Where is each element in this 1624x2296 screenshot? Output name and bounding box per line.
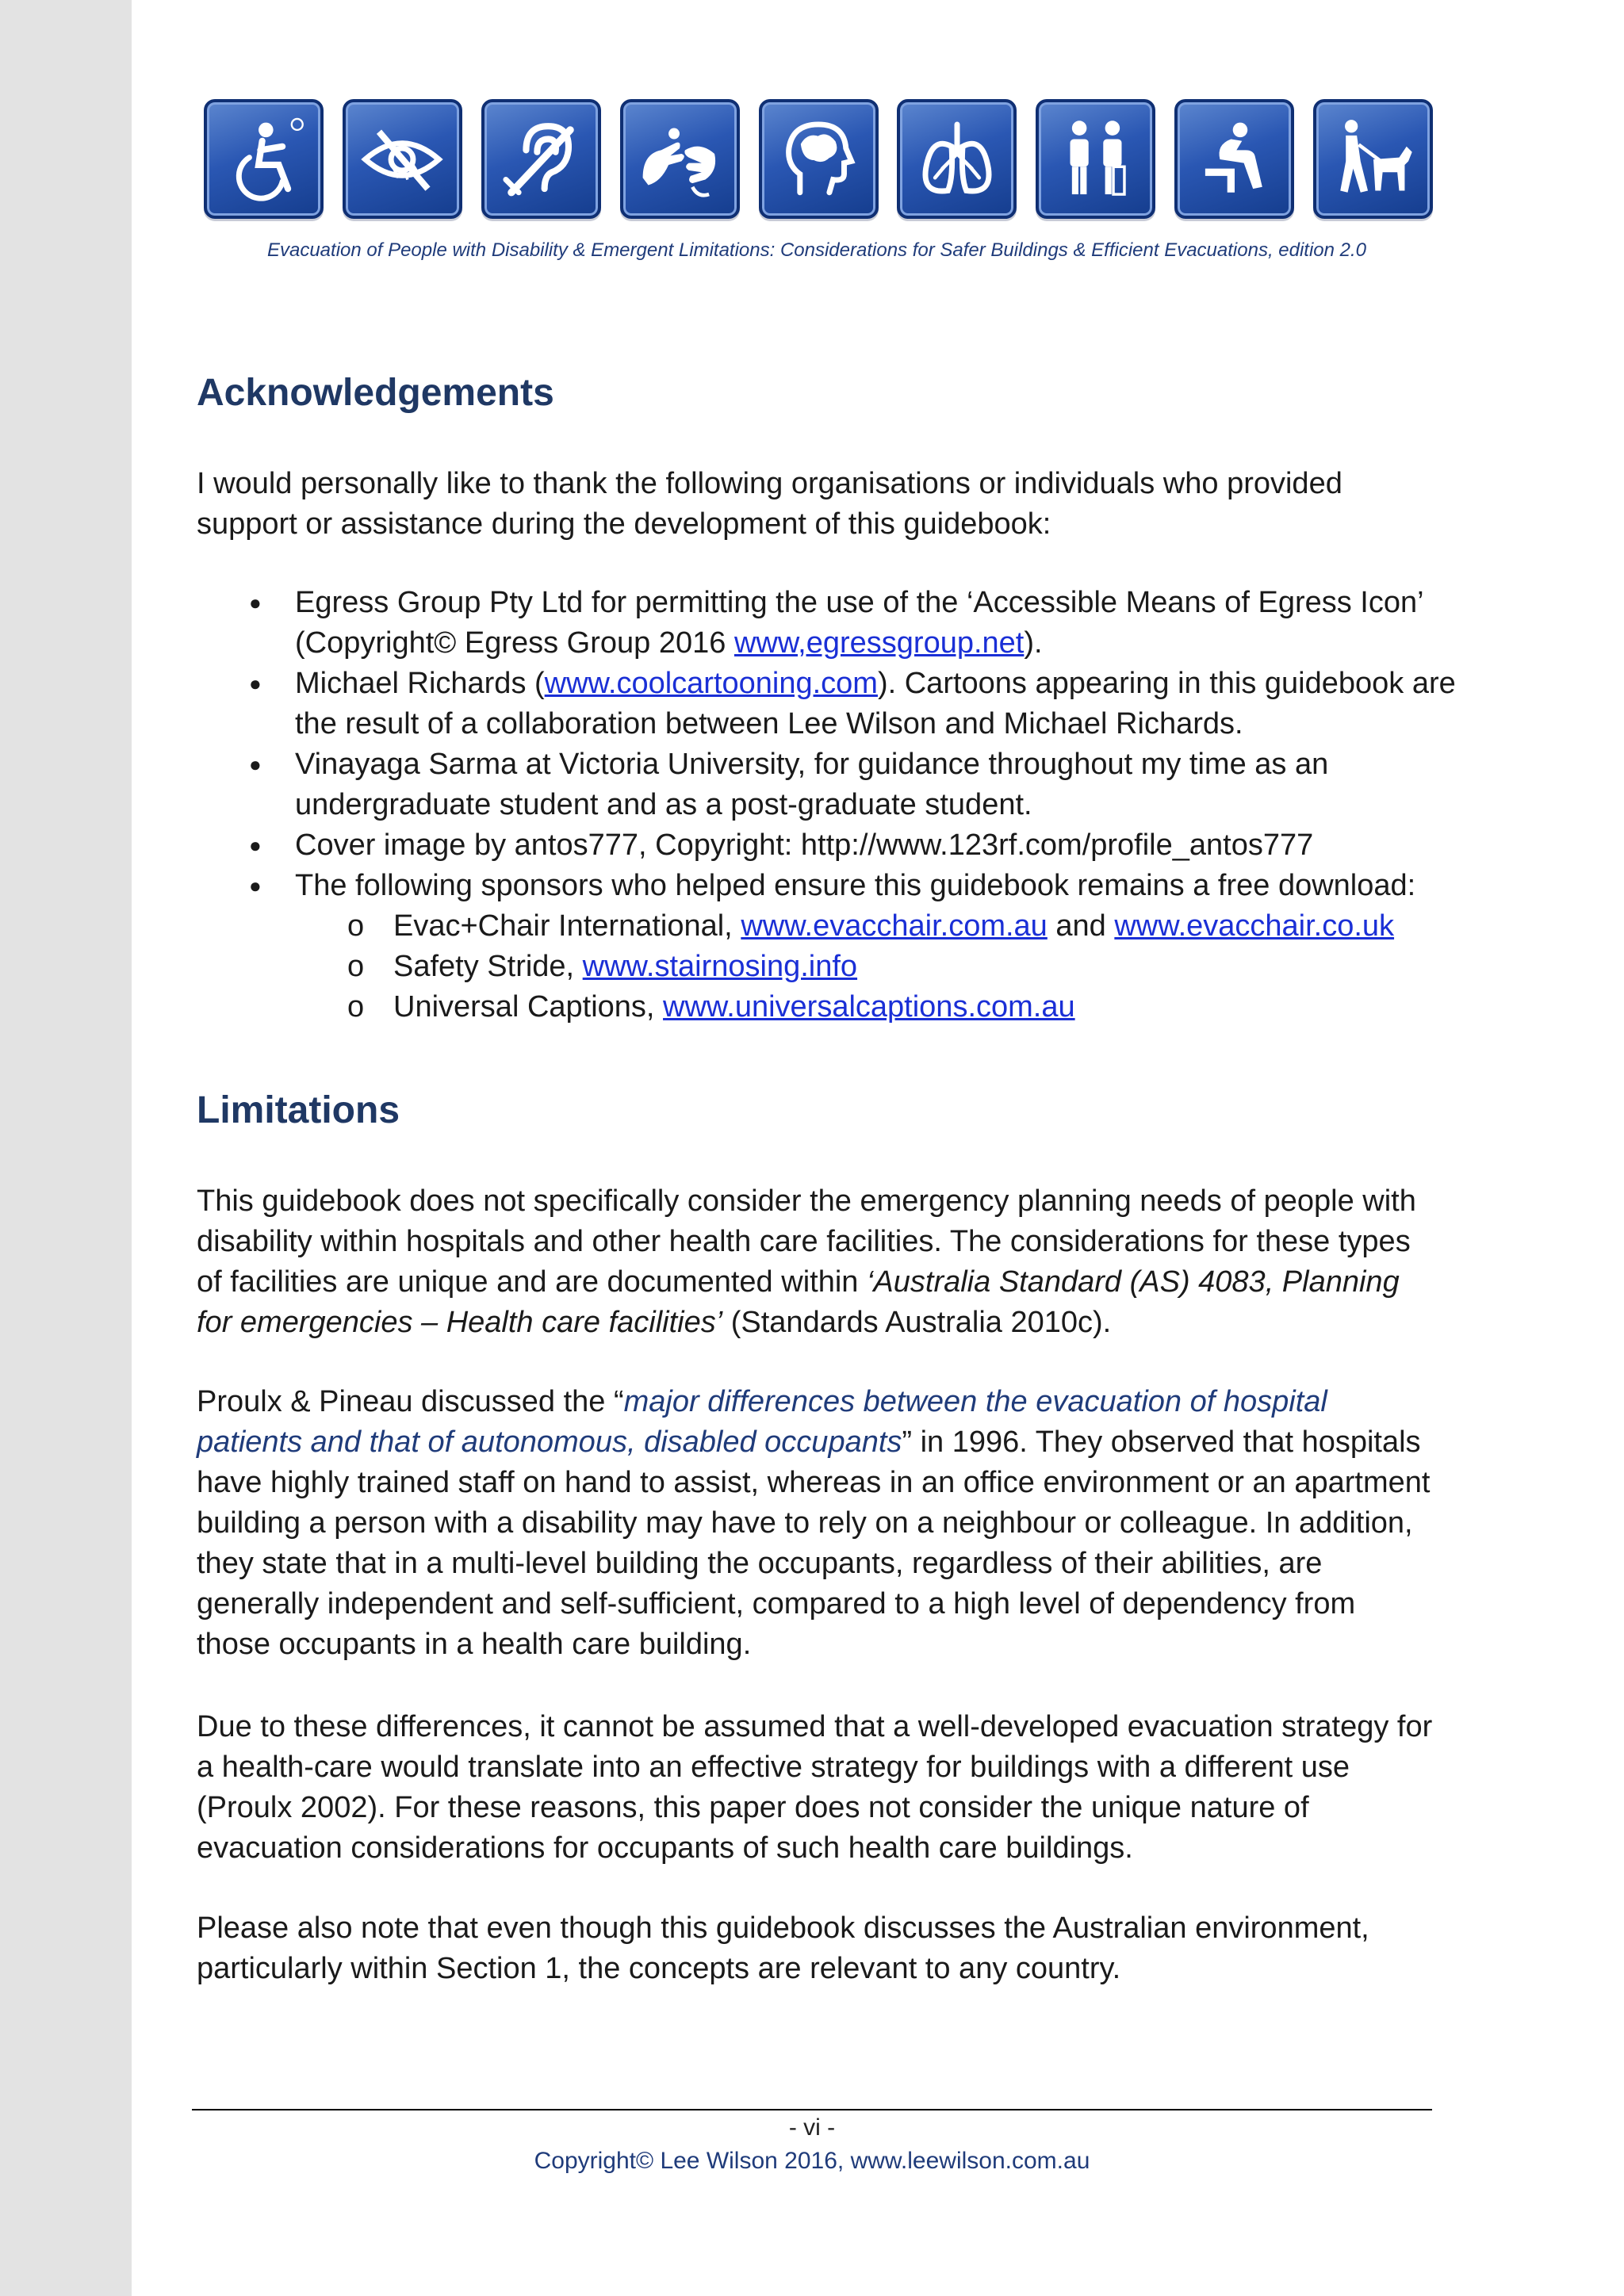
sponsor-name: Evac+Chair International,	[393, 909, 741, 943]
paragraph-text: This guidebook does not specifically consider the emergency planning needs of people with disability within hospitals and other health care facilities. The considerations for these types of facilities are unique and are documented within	[197, 1184, 1416, 1299]
paragraph-text: Proulx & Pineau discussed the “	[197, 1385, 624, 1418]
stairnosing-link[interactable]: www.stairnosing.info	[582, 950, 858, 983]
sponsor-conjunction: and	[1047, 909, 1115, 943]
list-item	[197, 866, 1465, 1027]
proulx-quote: major differences between the evacuation of hospital patients and that of autonomous, disabled occupants	[197, 1385, 1327, 1459]
accessible-means-of-egress-icon	[204, 99, 324, 219]
sponsor-name: Universal Captions,	[393, 990, 664, 1024]
acknowledgements-heading: Acknowledgements	[197, 372, 554, 414]
limitations-paragraph-2	[197, 1382, 1434, 1665]
list-item	[197, 583, 1465, 664]
egressgroup-link[interactable]: www,egressgroup.net	[733, 626, 1025, 660]
list-item	[197, 664, 1465, 744]
list-item-text: ).	[1024, 626, 1043, 660]
list-item-text: Egress Group Pty Ltd for permitting the use of the ‘Accessible Means of Egress Icon’ (Copyright© Egress Group 2016	[295, 586, 1423, 660]
sponsor-name: Safety Stride,	[393, 950, 583, 983]
acknowledgements-intro: I would personally like to thank the following organisations or individuals who provided support or assistance during the development of this guidebook:	[197, 467, 1342, 541]
list-item: ● Cover image by antos777, Copyright: http://www.123rf.com/profile_antos777	[197, 825, 1465, 866]
limitations-paragraph-4: Please also note that even though this guidebook discusses the Australian environment, particularly within Section 1, the concepts are relevant to any country.	[197, 1911, 1369, 1985]
limitations-heading: Limitations	[197, 1089, 400, 1131]
page-number: - vi -	[788, 2114, 836, 2141]
sign-language-icon	[620, 99, 740, 219]
respiratory-lungs-icon	[897, 99, 1017, 219]
temporary-injury-icon	[1036, 99, 1155, 219]
footer-copyright: Copyright© Lee Wilson 2016, www.leewilson.com.au	[534, 2148, 1090, 2174]
evacchair-uk-link[interactable]: www.evacchair.co.uk	[1114, 909, 1395, 943]
sponsor-item	[295, 906, 1465, 947]
sponsor-item	[295, 987, 1465, 1027]
universalcaptions-link[interactable]: www.universalcaptions.com.au	[663, 990, 1075, 1024]
coolcartooning-link[interactable]: www.coolcartooning.com	[544, 667, 878, 700]
list-item-text: The following sponsors who helped ensure this guidebook remains a free download:	[295, 869, 1416, 902]
hearing-impairment-icon	[481, 99, 601, 219]
limitations-paragraph-3: Due to these differences, it cannot be assumed that a well-developed evacuation strategy for a health-care would translate into an effective strategy for buildings with a different use (Proulx 2002). For these reasons, this paper does not consider the unique nature of evacuation considerations for occupants of such health care buildings.	[197, 1710, 1433, 1865]
list-item-text: Michael Richards (	[295, 667, 545, 700]
standard-citation: ‘Australia Standard (AS) 4083, Planning for emergencies – Health care facilities’	[197, 1265, 1400, 1339]
evacchair-au-link[interactable]: www.evacchair.com.au	[741, 909, 1048, 943]
running-header-title: Evacuation of People with Disability & Emergent Limitations: Considerations for Safer Buildings & Efficient Evacuations, edition 2.0	[266, 239, 1367, 261]
footer-divider	[192, 2109, 1432, 2110]
page-gutter	[0, 0, 132, 2296]
list-item: ● Vinayaga Sarma at Victoria University, for guidance throughout my time as an undergraduate student and as a post-graduate student.	[197, 744, 1465, 825]
assistance-dog-icon	[1313, 99, 1433, 219]
sponsor-item	[295, 947, 1465, 987]
low-vision-icon	[343, 99, 462, 219]
acknowledgements-list	[197, 583, 1465, 1027]
accessibility-icon-row	[204, 99, 1433, 219]
sponsor-list	[295, 906, 1465, 1027]
cognitive-impairment-icon	[759, 99, 879, 219]
limitations-paragraph-1	[197, 1181, 1434, 1343]
list-item-text: ). Cartoons appearing in this guidebook are the result of a collaboration between Lee Wilson and Michael Richards.	[295, 667, 1456, 740]
paragraph-text: (Standards Australia 2010c).	[722, 1306, 1112, 1339]
mental-health-icon	[1174, 99, 1294, 219]
paragraph-text: ” in 1996. They observed that hospitals have highly trained staff on hand to assist, whereas in an office environment or an apartment building a person with a disability may have to rely on a neighbour or colleague. In addition, they state that in a multi-level building the occupants, regardless of their abilities, are generally independent and self-sufficient, compared to a high level of dependency from those occupants in a health care building.	[197, 1425, 1431, 1661]
